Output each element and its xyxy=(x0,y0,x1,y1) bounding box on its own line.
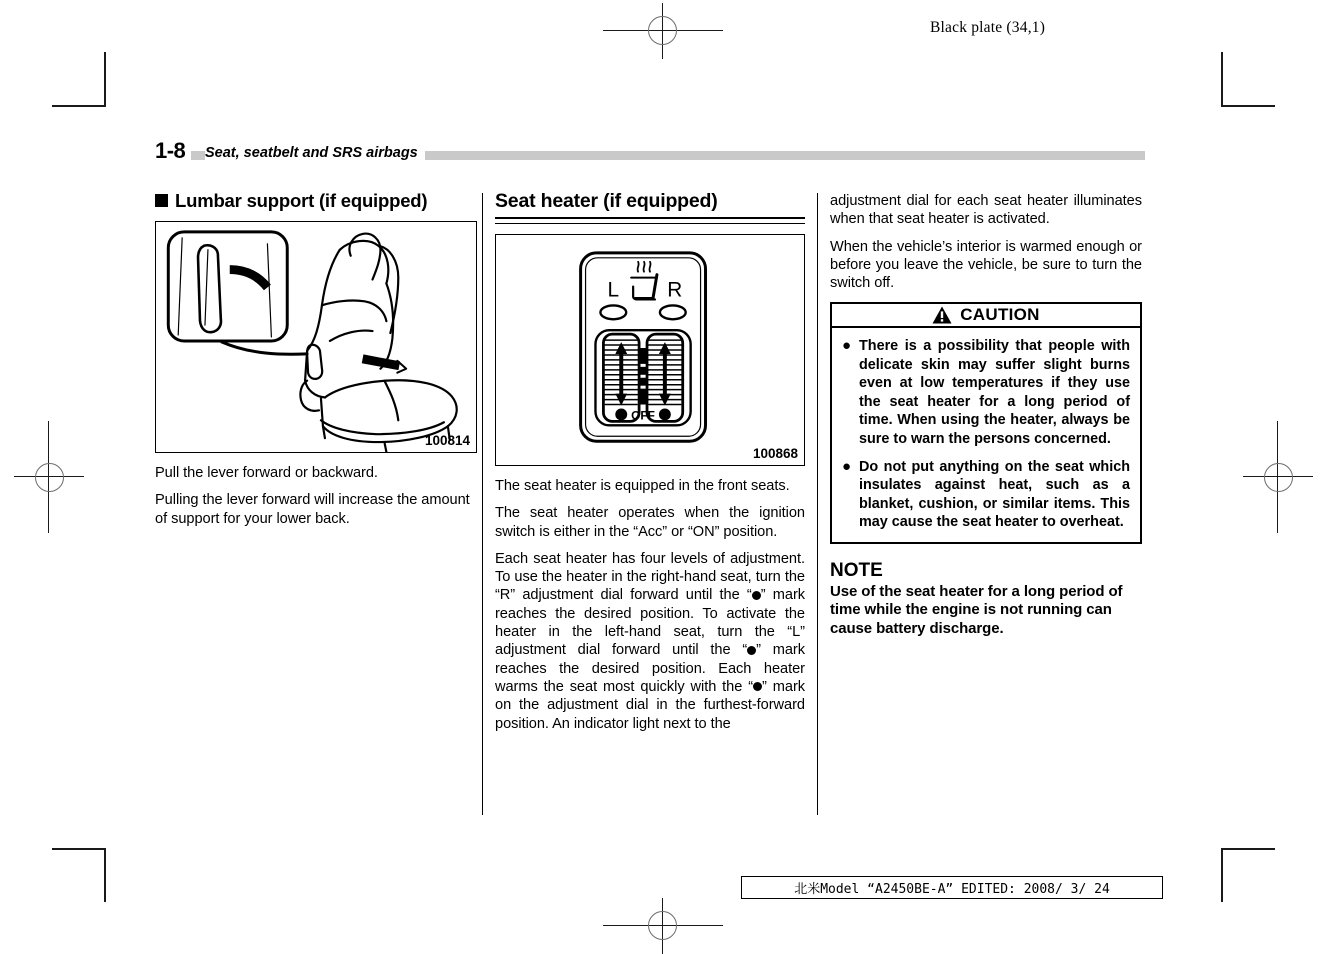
right-paragraph-1: adjustment dial for each seat heater illuminates when that seat heater is activated. xyxy=(830,193,1142,228)
levels-text-part-4: ” mark on the adjustment dial in the furthest-forward position. An indicator light next to the xyxy=(495,678,806,732)
levels-text-part-3: ” mark reaches the desired position. Each heater warms the seat most quickly with the “ xyxy=(495,642,805,695)
page-number: 1-8 xyxy=(155,139,191,163)
switch-label-off: OFF xyxy=(631,408,655,423)
levels-text-part-2: ” mark reaches the desired position. To activate the heater in the left-hand seat, turn the “L” adjustment dial forward until the “ xyxy=(495,587,805,659)
caution-list xyxy=(842,337,1130,531)
crop-mark-bottom-left-vertical xyxy=(104,848,106,902)
figure-number-seat-heater: 100868 xyxy=(752,446,798,461)
caution-list-item xyxy=(842,337,1130,447)
chapter-title: Seat, seatbelt and SRS airbags xyxy=(205,142,425,164)
column-middle xyxy=(495,190,805,733)
seat-heater-paragraph-1: The seat heater is equipped in the front seats. xyxy=(495,478,790,494)
lumbar-support-heading xyxy=(155,190,477,212)
lumbar-seat-illustration xyxy=(156,222,476,452)
caution-item-text: Do not put anything on the seat which insulates against heat, such as a blanket, cushion, or similar items. This may cause the seat heater to overheat. xyxy=(859,458,1130,531)
levels-text-part-1: Each seat heater has four levels of adjustment. To use the heater in the right-hand seat, turn the “R” adjustment dial forward until the “ xyxy=(495,550,805,604)
dot-mark-icon-3 xyxy=(753,682,762,691)
seat-heater-paragraph-2: The seat heater operates when the ignition switch is either in the “Acc” or “ON” position. xyxy=(495,505,805,540)
caution-bullet-icon: ● xyxy=(842,337,852,355)
caution-body xyxy=(830,328,1142,543)
crop-mark-top-left-vertical xyxy=(104,52,106,106)
note-title: NOTE xyxy=(830,559,883,581)
page-header xyxy=(155,139,1145,163)
caution-list-item xyxy=(842,458,1130,532)
dot-mark-icon-1 xyxy=(752,591,761,600)
caution-item-text: There is a possibility that people with delicate skin may suffer slight burns even at low temperatures if they use the seat heater for a long period of time. When using the heater, always be sure to warn the persons concerned. xyxy=(859,338,1130,447)
lumbar-support-figure xyxy=(155,221,477,453)
seat-heater-switch-illustration xyxy=(496,235,804,465)
crop-mark-top-right-horizontal xyxy=(1221,105,1275,107)
lumbar-paragraph-2: Pulling the lever forward will increase the amount of support for your lower back. xyxy=(155,492,470,527)
column-divider-1 xyxy=(482,193,483,815)
caution-box xyxy=(830,302,1142,543)
lumbar-support-heading-text: Lumbar support (if equipped) xyxy=(175,190,428,211)
column-left xyxy=(155,190,477,528)
crop-mark-bottom-right-vertical xyxy=(1221,848,1223,902)
seat-heater-figure xyxy=(495,234,805,466)
switch-label-right: R xyxy=(667,278,683,302)
column-right xyxy=(830,190,1142,638)
seat-heater-heading: Seat heater (if equipped) xyxy=(495,190,718,212)
caution-header xyxy=(830,302,1142,328)
black-plate-label: Black plate (34,1) xyxy=(930,19,1046,36)
seat-heater-paragraph-levels xyxy=(495,550,805,733)
registration-mark-right xyxy=(1243,421,1313,533)
warning-triangle-icon xyxy=(932,306,952,324)
switch-label-left: L xyxy=(607,278,620,302)
crop-mark-top-left-horizontal xyxy=(52,105,106,107)
dot-mark-icon-2 xyxy=(747,646,756,655)
caution-bullet-icon: ● xyxy=(842,457,852,475)
crop-mark-bottom-right-horizontal xyxy=(1221,848,1275,850)
registration-mark-top xyxy=(603,3,723,59)
lumbar-paragraph-1: Pull the lever forward or backward. xyxy=(155,465,378,481)
registration-mark-left xyxy=(14,421,84,533)
crop-mark-top-right-vertical xyxy=(1221,52,1223,106)
right-paragraph-2: When the vehicle’s interior is warmed enough or before you leave the vehicle, be sure to turn the switch off. xyxy=(830,238,1142,292)
column-divider-2 xyxy=(817,193,818,815)
footer-stamp: 北米Model “A2450BE-A” EDITED: 2008/ 3/ 24 xyxy=(741,876,1163,899)
registration-mark-bottom xyxy=(603,898,723,954)
square-bullet-icon xyxy=(155,194,168,207)
crop-mark-bottom-left-horizontal xyxy=(52,848,106,850)
figure-number-lumbar: 100814 xyxy=(424,433,470,448)
seat-heater-heading-rules xyxy=(495,217,805,224)
caution-title: CAUTION xyxy=(960,305,1040,325)
note-body: Use of the seat heater for a long period of time while the engine is not running can cause battery discharge. xyxy=(830,582,1123,637)
